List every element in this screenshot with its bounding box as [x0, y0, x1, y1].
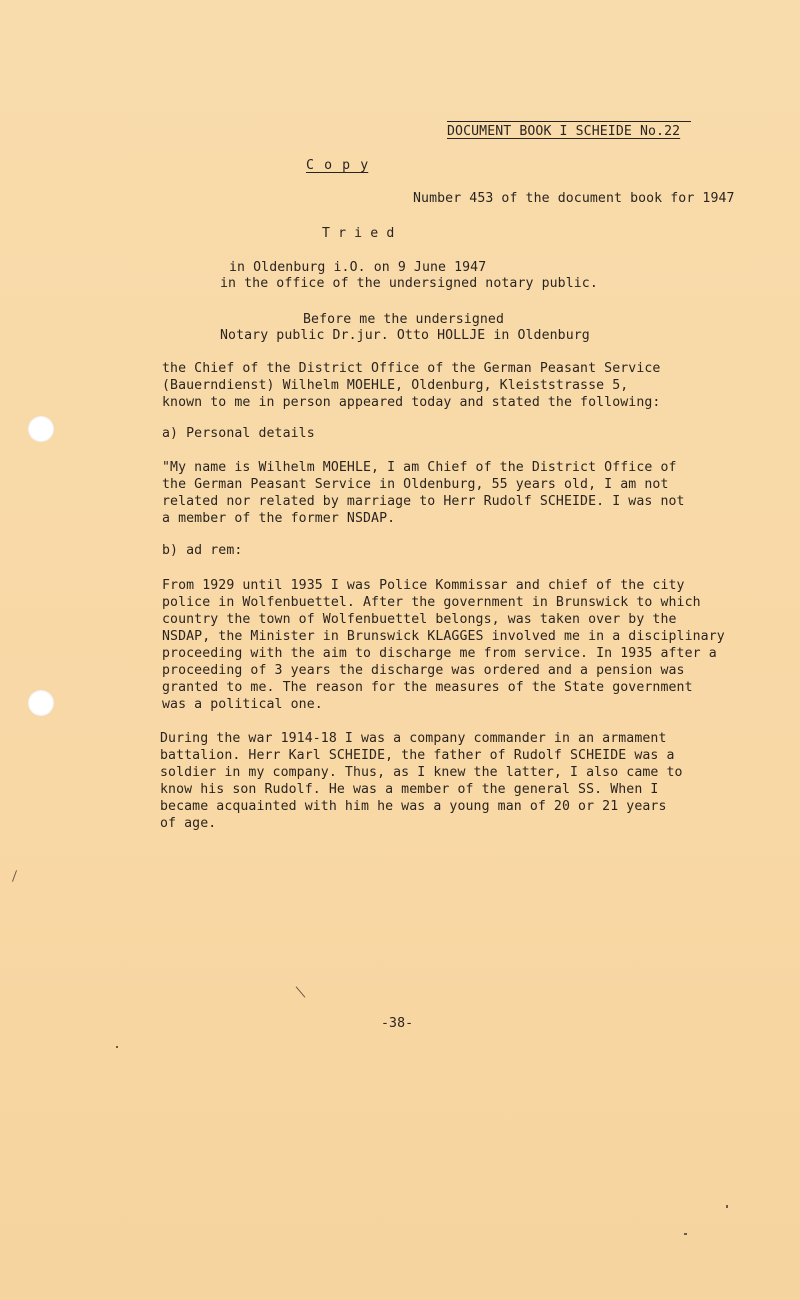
intro-line: known to me in person appeared today and stated the following: — [162, 395, 661, 410]
intro-line: the Chief of the District Office of the German Peasant Service — [162, 361, 661, 376]
section-b-line: country the town of Wolfenbuettel belongs, was taken over by the — [162, 612, 677, 627]
section-b-line: know his son Rudolf. He was a member of the general SS. When I — [160, 782, 659, 797]
office-line: in the office of the undersigned notary public. — [220, 276, 598, 291]
section-b-line: soldier in my company. Thus, as I knew the latter, I also came to — [160, 765, 683, 780]
section-b-line: During the war 1914-18 I was a company commander in an armament — [160, 731, 667, 746]
section-b-line: proceeding of 3 years the discharge was ordered and a pension was — [162, 663, 685, 678]
paper-mark — [296, 986, 306, 997]
before-line-2: Notary public Dr.jur. Otto HOLLJE in Oldenburg — [220, 328, 590, 343]
section-b-line: NSDAP, the Minister in Brunswick KLAGGES involved me in a disciplinary — [162, 629, 725, 644]
section-a-line: the German Peasant Service in Oldenburg, 55 years old, I am not — [162, 477, 669, 492]
section-b-label: b) ad rem: — [162, 543, 243, 558]
section-b-line: of age. — [160, 816, 217, 831]
section-b-line: granted to me. The reason for the measures of the State government — [162, 680, 693, 695]
paper-mark — [684, 1233, 687, 1235]
page-number: -38- — [381, 1016, 414, 1031]
section-b-line: proceeding with the aim to discharge me from service. In 1935 after a — [162, 646, 717, 661]
section-b-line: police in Wolfenbuettel. After the government in Brunswick to which — [162, 595, 701, 610]
paper-mark — [116, 1046, 118, 1048]
tried-label: T r i e d — [322, 226, 395, 241]
intro-line: (Bauerndienst) Wilhelm MOEHLE, Oldenburg, Kleiststrasse 5, — [162, 378, 629, 393]
section-b-line: became acquainted with him he was a young man of 20 or 21 years — [160, 799, 667, 814]
section-b-line: was a political one. — [162, 697, 323, 712]
section-b-line: battalion. Herr Karl SCHEIDE, the father of Rudolf SCHEIDE was a — [160, 748, 675, 763]
document-reference: DOCUMENT BOOK I SCHEIDE No.22 — [447, 124, 681, 139]
place-date-line: in Oldenburg i.O. on 9 June 1947 — [229, 260, 487, 275]
paper-mark — [726, 1205, 728, 1208]
copy-label: C o p y — [306, 158, 369, 173]
section-b-line: From 1929 until 1935 I was Police Kommissar and chief of the city — [162, 578, 685, 593]
punch-hole-top — [28, 416, 54, 442]
section-a-label: a) Personal details — [162, 426, 315, 441]
document-number-line: Number 453 of the document book for 1947 — [413, 191, 735, 206]
heading-rule — [447, 121, 691, 122]
section-a-line: a member of the former NSDAP. — [162, 511, 396, 526]
before-line-1: Before me the undersigned — [303, 312, 504, 327]
paper-mark — [12, 870, 17, 882]
punch-hole-bottom — [28, 690, 54, 716]
section-a-line: related nor related by marriage to Herr Rudolf SCHEIDE. I was not — [162, 494, 685, 509]
section-a-line: "My name is Wilhelm MOEHLE, I am Chief of the District Office of — [162, 460, 677, 475]
